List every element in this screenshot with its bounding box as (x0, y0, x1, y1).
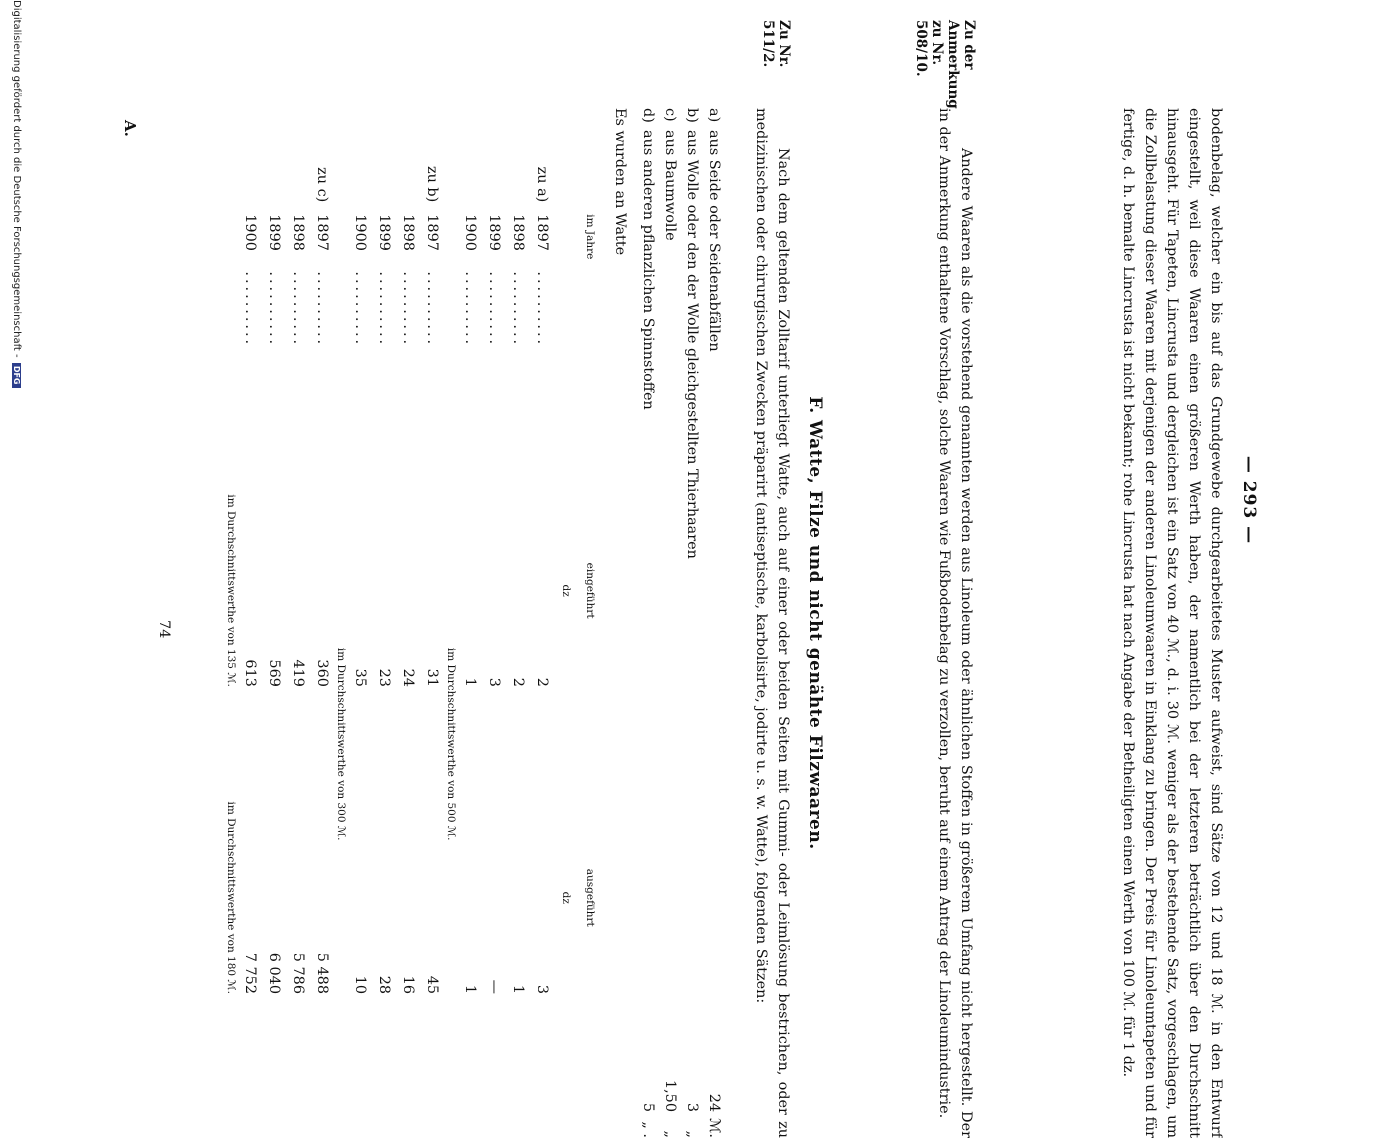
rate-amount: 1,50 (662, 1079, 678, 1112)
imported-cell: 419 (290, 659, 306, 687)
group-label: zu b) (424, 166, 440, 203)
rate-unit: „ (684, 1130, 700, 1138)
stats-table (224, 160, 602, 1000)
imported-cell: 2 (510, 677, 526, 687)
imported-cell: 2 (534, 677, 550, 687)
digitization-footer (11, 0, 22, 1000)
table-row: 1898 .......... 419 5 786 (286, 160, 310, 1000)
rate-label: d) (640, 108, 656, 123)
rate-text: aus Baumwolle (662, 130, 678, 241)
rate-amount: 3 (684, 1102, 700, 1112)
paragraph-other-goods: Andere Waaren als die vorstehend genannten werden aus Linoleum oder ähnlichen Stoffen in größerem Umfang nicht hergestellt. Der in der Anmerkung enthaltene Vorschlag, solche Waaren wie Fußbodenbelag zu verzollen, beruht auf einem Antrag der Linoleumindustrie. (936, 108, 974, 1138)
table-row: 1899 .......... 23 28 (372, 160, 396, 1000)
year-cell: 1897 (534, 214, 550, 251)
rate-amount: 24 (706, 1093, 722, 1112)
group-label: zu a) (534, 166, 550, 203)
rate-label: a) (706, 108, 722, 123)
rate-unit: „ (662, 1130, 678, 1138)
stats-intro (609, 108, 631, 1138)
year-cell: 1900 (352, 214, 368, 251)
rate-row (659, 108, 681, 1138)
imported-cell: 24 (400, 668, 416, 687)
exported-cell: 1 (510, 984, 526, 994)
imported-cell: 360 (314, 659, 330, 687)
rate-amount: 5 (640, 1102, 656, 1112)
avg-imported: im Durchschnittswerthe von 300 ℳ. (335, 647, 347, 841)
rate-text: aus anderen pflanzlichen Spinnstoffen (640, 130, 656, 410)
margin-note-508: Zu der Anmerkung zu Nr. 508/10. (913, 20, 977, 109)
exported-cell: 6 040 (266, 952, 282, 994)
table-row: zu a) 1897 .......... 2 3 (530, 160, 554, 1000)
rate-row (703, 108, 725, 1138)
exported-cell: 5 786 (290, 952, 306, 994)
year-cell: 1898 (510, 214, 526, 251)
body-column (1117, 108, 1227, 1138)
group-label: zu c) (314, 167, 330, 203)
exported-cell: 28 (376, 975, 392, 994)
rate-text: aus Wolle oder den der Wolle gleichgestellten Thierhaaren (684, 130, 700, 559)
exported-cell: 3 (534, 984, 550, 994)
table-row: zu c) 1897 .......... 360 5 488 (310, 160, 334, 1000)
header-imported (554, 488, 602, 693)
exported-cell: 45 (424, 975, 440, 994)
exported-cell: 1 (462, 984, 478, 994)
margin-note-511: Zu Nr. 511/2. (760, 20, 792, 68)
table-header (554, 160, 602, 1000)
imported-cell: 569 (266, 659, 282, 687)
year-cell: 1898 (290, 214, 306, 251)
table-row: 1900 .......... 35 10 (348, 160, 372, 1000)
rate-label: b) (684, 108, 700, 123)
footer-text: Digitalisierung gefördert durch die Deutsche Forschungsgemeinschaft - (11, 0, 22, 358)
year-cell: 1897 (314, 214, 330, 251)
rate-row (681, 108, 703, 1138)
header-exported-unit: dz (560, 891, 572, 904)
imported-cell: 3 (486, 677, 502, 687)
table-row: 1900 .......... 1 1 (458, 160, 482, 1000)
year-cell: 1897 (424, 214, 440, 251)
imported-cell: 23 (376, 668, 392, 687)
sheet-number: 74 (156, 620, 172, 639)
paragraph-tariff: Nach dem geltenden Zolltarif unterliegt Watte, auch auf einer oder beiden Seiten mit Gummi- oder Leimlösung bestrichen, oder zu medizinischen oder chirurgischen Zwecken präparirt (antiseptische, karbolisirte, jodirte u. s. w. Watte), folgenden Sätzen: (753, 108, 791, 1138)
imported-cell: 35 (352, 668, 368, 687)
imported-cell: 1 (462, 677, 478, 687)
year-cell: 1900 (242, 214, 258, 251)
body-column-3 (750, 108, 794, 1138)
rate-text: aus Seide oder Seidenabfällen (706, 130, 722, 352)
avg-imported: im Durchschnittswerthe von 500 ℳ. (445, 647, 457, 841)
rate-label: c) (662, 108, 678, 122)
exported-cell: 16 (400, 975, 416, 994)
avg-imported: im Durchschnittswerthe von 135 ℳ. (225, 494, 237, 687)
paragraph-linoleum-rates: bodenbelag, welcher ein bis auf das Grundgewebe durchgearbeitetes Muster aufweist, sind Sätze von 12 und 18 ℳ. in den Entwurf eingestellt, weil diese Waaren einen größeren Werth haben, der namentlich bei der letzteren beträchtlich über den Durchschnitt hinausgeht. Für Tapeten, Lincrusta und dergleichen ist ein Satz von 40 ℳ., d. i. 30 ℳ. weniger als der bestehende Satz, vorgeschlagen, um die Zollbelastung dieser Waaren mit derjenigen der anderen Linoleumwaaren in Einklang zu bringen. Der Preis für Linoleumtapeten und für fertige, d. h. bemalte Lincrusta ist nicht bekannt; rohe Lincrusta hat nach Angabe der Betheiligten einen Werth von 100 ℳ. für 1 dz. (1120, 108, 1224, 1138)
table-row: 1899 .......... 3 — (482, 160, 506, 1000)
signature-mark: A. (121, 120, 139, 137)
page-number: — 293 — (1239, 455, 1259, 545)
exported-cell: 5 488 (314, 952, 330, 994)
rate-unit: „ . (640, 1121, 656, 1138)
header-imported-unit: dz (560, 584, 572, 597)
table-row: 1898 .......... 2 1 (506, 160, 530, 1000)
year-cell: 1899 (486, 214, 502, 251)
table-row: 1898 .......... 24 16 (396, 160, 420, 1000)
rate-row (637, 108, 659, 1138)
imported-cell: 613 (242, 659, 258, 687)
avg-exported: im Durchschnittswerthe von 180 ℳ. (225, 801, 237, 994)
average-row (444, 160, 458, 1000)
dfg-logo: DFG (12, 363, 21, 388)
header-year: im Jahre (584, 214, 596, 260)
year-cell: 1899 (376, 214, 392, 251)
rate-unit: ℳ. (706, 1118, 722, 1138)
year-cell: 1899 (266, 214, 282, 251)
rates-list (637, 108, 725, 1138)
imported-cell: 31 (424, 668, 440, 687)
table-row: zu b) 1897 .......... 31 45 (420, 160, 444, 1000)
year-cell: 1898 (400, 214, 416, 251)
header-exported-label: ausgeführt (584, 868, 596, 927)
average-row (334, 160, 348, 1000)
body-column-2 (933, 108, 977, 1138)
header-imported-label: eingeführt (584, 562, 596, 619)
section-title: F. Watte, Filze und nicht genähte Filzwaaren. (805, 396, 825, 850)
exported-cell: 7 752 (242, 952, 258, 994)
stats-intro-text: Es wurden an Watte (612, 108, 628, 256)
average-row (224, 160, 238, 1000)
exported-cell: — (486, 979, 502, 994)
table-row: 1900 .......... 613 7 752 (238, 160, 262, 1000)
header-exported (554, 795, 602, 1000)
exported-cell: 10 (352, 975, 368, 994)
table-row: 1899 .......... 569 6 040 (262, 160, 286, 1000)
year-cell: 1900 (462, 214, 478, 251)
